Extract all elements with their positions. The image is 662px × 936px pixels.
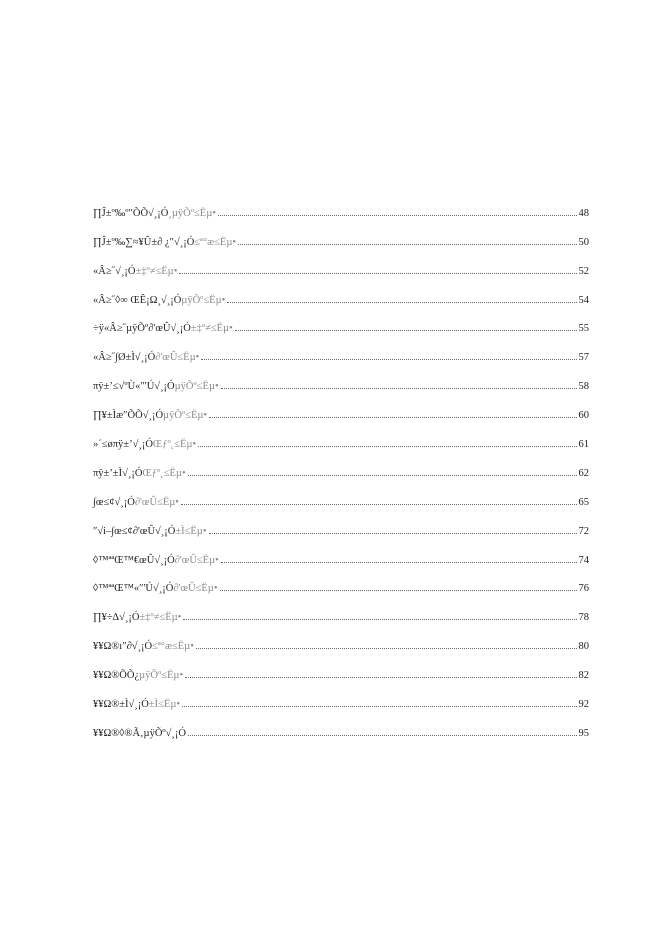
toc-dot-leader <box>221 388 577 389</box>
toc-entry-title-main: ◊™ªªŒ™€œÛ√¸¡Ó <box>93 554 175 566</box>
toc-entry[interactable] <box>93 422 589 451</box>
toc-entry-page-number: 50 <box>578 236 589 248</box>
toc-entry-title-main: ◊™ªªŒ™«″'Ú√¸¡Ó <box>93 583 174 595</box>
toc-dot-leader <box>218 215 577 216</box>
toc-entry-title-menu: µÿÕº≤Ëµ• <box>181 294 226 306</box>
toc-entry-title <box>93 583 218 595</box>
toc-entry-title-menu: ¸µÿÕº≤Ëµ• <box>168 207 216 219</box>
toc-entry-title <box>93 612 181 624</box>
toc-entry[interactable] <box>93 624 589 653</box>
toc-entry-title-menu: ±‡º≠≤Ëµ• <box>135 265 178 277</box>
toc-entry-title-main: ∏Ĵ±º‰º″ÕÕ√¸¡Ó <box>93 207 169 219</box>
toc-dot-leader <box>220 590 577 591</box>
toc-dot-leader <box>209 533 577 534</box>
toc-entry[interactable] <box>93 653 589 682</box>
toc-entry-title-menu: µÿÕº≤Ëµ• <box>139 670 184 682</box>
toc-entry-title <box>93 526 207 538</box>
toc-entry[interactable] <box>93 451 589 480</box>
toc-entry-page-number: 76 <box>578 583 589 595</box>
toc-dot-leader <box>183 619 576 620</box>
toc-entry-page-number: 62 <box>578 467 589 479</box>
toc-entry[interactable] <box>93 364 589 393</box>
toc-entry-title-menu: ±‡º≠≤Ëµ• <box>139 612 182 624</box>
toc-entry[interactable] <box>93 335 589 364</box>
toc-entry-title <box>93 295 225 307</box>
toc-entry-title-main: »´≤øπÿ±’√¸¡Ó <box>93 439 153 451</box>
toc-entry-title-main: ″√i–∫œ≤¢∂'œÛ√¸¡Ó <box>93 525 176 537</box>
toc-entry-page-number: 60 <box>578 410 589 422</box>
toc-entry-page-number: 61 <box>578 439 589 451</box>
toc-entry-title-main: «Â≥˝√¸¡Ó <box>93 265 136 277</box>
toc-entry-title-menu: µÿÕº≤Ëµ• <box>163 410 208 422</box>
toc-entry[interactable] <box>93 538 589 567</box>
toc-entry-title-menu: ±‡º≠≤Ëµ• <box>190 323 233 335</box>
toc-entry-title-main: ÷ÿ«Â≥˝µÿÕº∂'œÛ√¸¡Ó <box>93 323 191 335</box>
toc-entry-title <box>93 381 219 393</box>
toc-entry-title <box>93 641 194 653</box>
toc-entry-title-menu: Œƒº˛≤Ëµ• <box>142 467 186 479</box>
toc-entry[interactable] <box>93 595 589 624</box>
toc-entry[interactable] <box>93 393 589 422</box>
toc-entry-page-number: 52 <box>578 265 589 277</box>
toc-entry-title-menu: ±Ì≤Ëµ• <box>175 525 207 537</box>
toc-entry-title-main: ∏¥±Ìæ″ÕÕ√¸¡Ó <box>93 410 164 422</box>
toc-entry-title-menu: µÿÕº≤Ëµ• <box>174 381 219 393</box>
toc-entry-title <box>93 410 207 422</box>
toc-dot-leader <box>179 273 576 274</box>
toc-entry-title-main: ∫œ≤¢√¸¡Ó <box>93 496 135 508</box>
toc-entry-title <box>93 699 180 711</box>
table-of-contents <box>93 191 589 740</box>
toc-entry-title <box>93 728 186 740</box>
toc-entry-title <box>93 237 236 249</box>
toc-entry-page-number: 57 <box>578 352 589 364</box>
toc-dot-leader <box>201 359 576 360</box>
toc-entry-title-menu: ≤ª°æ≤Ëµ• <box>152 641 194 653</box>
toc-entry[interactable] <box>93 682 589 711</box>
toc-entry[interactable] <box>93 191 589 220</box>
toc-entry-title-menu: ∂'œÛ≤Ëµ• <box>134 496 179 508</box>
toc-entry-title <box>93 497 179 509</box>
toc-dot-leader <box>238 244 576 245</box>
toc-entry-title-menu: ≤ª°æ≤Ëµ• <box>194 236 237 248</box>
toc-entry-title <box>93 208 216 220</box>
toc-entry-title-main: ¥¥Ω®ı″∂√¸¡Ó <box>93 641 153 653</box>
toc-entry-title-main: «Â≥˝∫Ø±Ì√¸¡Ó <box>93 352 156 364</box>
toc-entry[interactable] <box>93 307 589 336</box>
toc-entry-page-number: 72 <box>578 525 589 537</box>
toc-entry[interactable] <box>93 567 589 596</box>
toc-entry-title <box>93 468 186 480</box>
toc-entry-page-number: 54 <box>578 294 589 306</box>
toc-dot-leader <box>188 735 576 736</box>
toc-dot-leader <box>188 475 577 476</box>
toc-entry[interactable] <box>93 480 589 509</box>
toc-entry-page-number: 58 <box>578 381 589 393</box>
toc-dot-leader <box>235 330 577 331</box>
toc-entry-title-main: ∏¥÷∆√¸¡Ó <box>93 612 140 624</box>
toc-entry-title-main: «Â≥˝◊∞ ŒÊ¡Ω¸√¸¡Ó <box>93 294 182 306</box>
toc-entry-page-number: 92 <box>578 699 589 711</box>
toc-entry[interactable] <box>93 509 589 538</box>
toc-entry[interactable] <box>93 220 589 249</box>
toc-entry-page-number: 55 <box>578 323 589 335</box>
toc-entry-page-number: 74 <box>578 554 589 566</box>
toc-dot-leader <box>198 446 576 447</box>
toc-entry-title <box>93 670 183 682</box>
toc-entry-title-main: ¥¥Ω®±Ì√¸¡Ó <box>93 699 149 711</box>
toc-entry-title-main: ¥¥Ω®◊®Ã‚µÿÕº√¸¡Ó <box>93 727 187 739</box>
toc-dot-leader <box>209 417 576 418</box>
toc-dot-leader <box>196 648 577 649</box>
toc-dot-leader <box>227 302 576 303</box>
toc-entry-title <box>93 266 177 278</box>
toc-entry[interactable] <box>93 711 589 740</box>
toc-entry-title-main: ∏Ĵ±º‰∑≈¥Û±∂ ¿″√¸¡Ó <box>93 236 195 248</box>
toc-entry-title-menu: Œƒº˛≤Ëµ• <box>152 439 197 451</box>
toc-entry-title <box>93 439 196 451</box>
toc-entry-title-main: πÿ±’±Ì√¸¡Ó <box>93 467 143 479</box>
toc-entry-title-menu: ∂'œÛ≤Ëµ• <box>174 554 219 566</box>
toc-dot-leader <box>221 562 577 563</box>
toc-dot-leader <box>182 706 576 707</box>
toc-entry-page-number: 80 <box>578 641 589 653</box>
toc-entry-title-menu: ∂'œÛ≤Ëµ• <box>173 583 218 595</box>
toc-entry-page-number: 48 <box>578 207 589 219</box>
toc-entry[interactable] <box>93 278 589 307</box>
toc-entry-title-main: πÿ±’≤√ºÙ«″'Ú√¸¡Ó <box>93 381 175 393</box>
toc-entry-title-menu: ±Ì≤Ëµ• <box>148 699 181 711</box>
toc-entry-page-number: 82 <box>578 670 589 682</box>
toc-entry-title-menu: ∂'œÛ≤Ëµ• <box>155 352 200 364</box>
toc-entry-page-number: 65 <box>578 496 589 508</box>
toc-entry-page-number: 95 <box>578 727 589 739</box>
toc-entry-title <box>93 323 233 335</box>
toc-entry-title-main: ¥¥Ω®ÕÕ¿ <box>93 670 140 682</box>
toc-dot-leader <box>181 504 577 505</box>
toc-dot-leader <box>185 677 576 678</box>
toc-entry[interactable] <box>93 249 589 278</box>
toc-entry-page-number: 78 <box>578 612 589 624</box>
toc-entry-title <box>93 352 199 364</box>
toc-entry-title <box>93 555 219 567</box>
